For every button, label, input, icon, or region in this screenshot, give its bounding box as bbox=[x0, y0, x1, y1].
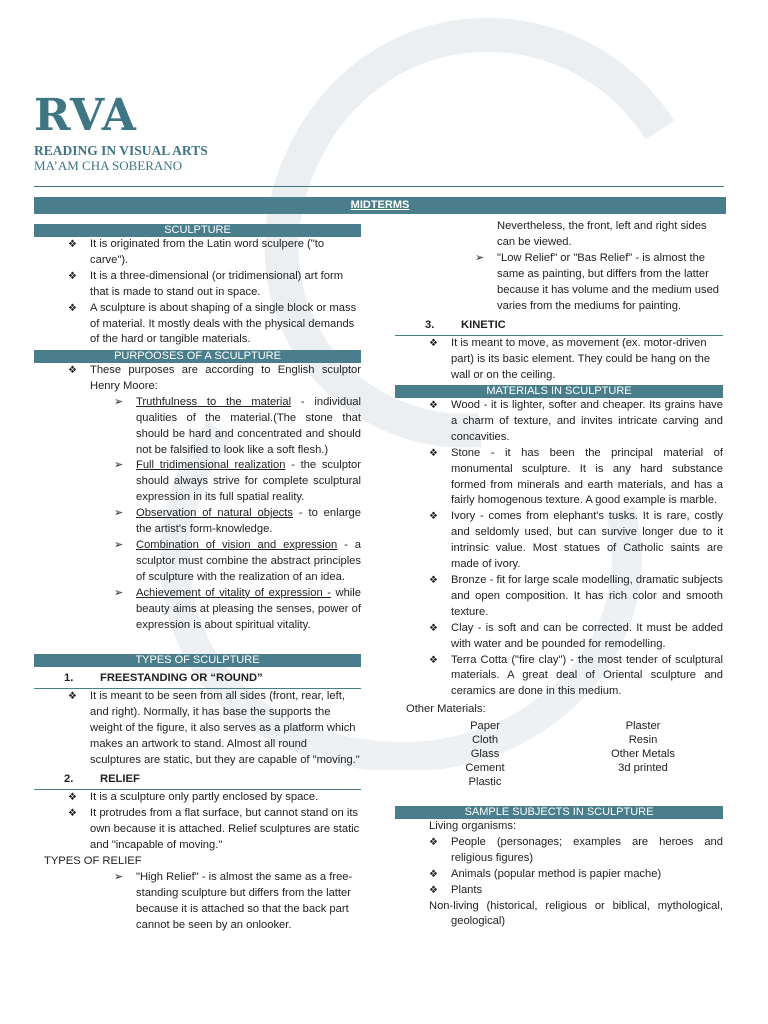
other-materials-label: Other Materials: bbox=[406, 703, 486, 716]
purposes-heading: PURPOOSES OF A SCULPTURE bbox=[34, 350, 361, 363]
purpose-item: ➢ Full tridimensional realization - the sculptor should always strive for complete sculptural expression in its full spatial reality. bbox=[114, 459, 362, 504]
list-item: ❖ Clay - is soft and can be corrected. It must be added with water and be pounded for remodelling. bbox=[429, 621, 723, 650]
subjects-heading: SAMPLE SUBJECTS IN SCULPTURE bbox=[395, 806, 723, 819]
list-item: ❖ These purposes are according to English sculptor Henry Moore: bbox=[68, 364, 361, 392]
purpose-item: ➢ Combination of vision and expression - a sculptor must combine the abstract principles of sculpture with the realization of an idea. bbox=[114, 538, 361, 583]
purpose-item: ➢ Achievement of vitality of expression - while beauty aims at pleasing the senses, power of expression is about spiritual vitality. bbox=[114, 586, 361, 631]
diamond-bullet-icon: ❖ bbox=[68, 302, 77, 314]
diamond-bullet-icon: ❖ bbox=[429, 622, 438, 634]
diamond-bullet-icon: ❖ bbox=[429, 868, 438, 880]
diamond-bullet-icon: ❖ bbox=[429, 511, 438, 523]
living-label: Living organisms: bbox=[429, 820, 517, 832]
types-of-relief-label: TYPES OF RELIEF bbox=[44, 854, 142, 867]
arrow-bullet-icon: ➢ bbox=[114, 507, 124, 520]
list-item: ❖ Stone - it has been the principal material of monumental sculpture. It is any hard substance formed from minerals and earth materials, and has a fairly homogenous texture. A good example is marble. bbox=[429, 446, 723, 507]
material-item: Plastic bbox=[468, 776, 502, 788]
material-item: Resin bbox=[628, 734, 658, 746]
list-item: ❖ Terra Cotta ("fire clay") - the most tender of sculptural materials. A great deal of Oriental sculpture and ceramics are done in this medium. bbox=[429, 653, 723, 698]
types-heading: TYPES OF SCULPTURE bbox=[34, 654, 361, 667]
list-item: ❖ It is originated from the Latin word sculpere ("to carve"). bbox=[68, 238, 325, 266]
header-divider bbox=[34, 186, 724, 187]
material-item: Cement bbox=[465, 762, 505, 774]
list-item: ❖ People (personages; examples are heroes and religious figures) bbox=[429, 835, 723, 864]
list-item: ❖ It protrudes from a flat surface, but cannot stand on its own because it is attached. Relief sculptures are static and "incapable of moving." bbox=[68, 807, 360, 852]
arrow-bullet-icon: ➢ bbox=[114, 870, 124, 883]
subjects-section bbox=[395, 819, 723, 930]
arrow-bullet-icon: ➢ bbox=[114, 586, 124, 599]
purpose-item: ➢ Observation of natural objects - to enlarge the artist's form-knowledge. bbox=[114, 507, 361, 536]
diamond-bullet-icon: ❖ bbox=[429, 884, 438, 896]
relief-item: ➢ "Low Relief" or "Bas Relief" - is almost the same as painting, but differs from the latter because it has volume and the medium used varies from the mediums for painting. bbox=[475, 251, 720, 312]
diamond-bullet-icon: ❖ bbox=[429, 338, 438, 350]
arrow-bullet-icon: ➢ bbox=[114, 395, 124, 408]
diamond-bullet-icon: ❖ bbox=[68, 808, 77, 820]
diamond-bullet-icon: ❖ bbox=[429, 400, 438, 411]
logo: RVA bbox=[34, 90, 137, 141]
diamond-bullet-icon: ❖ bbox=[429, 574, 438, 586]
arrow-bullet-icon: ➢ bbox=[114, 459, 124, 472]
types-section bbox=[34, 671, 361, 934]
diamond-bullet-icon: ❖ bbox=[429, 836, 438, 848]
material-item: Plaster bbox=[625, 720, 661, 732]
diamond-bullet-icon: ❖ bbox=[429, 447, 438, 459]
list-item: ❖ A sculpture is about shaping of a single block or mass of material. It mostly deals with the physical demands of the hard or tangible materials. bbox=[68, 301, 357, 346]
material-item: Cloth bbox=[471, 734, 499, 746]
type-relief-heading: 2. RELIEF bbox=[34, 772, 361, 790]
purposes-section bbox=[34, 363, 361, 633]
other-materials-grid bbox=[395, 719, 723, 791]
list-item: ❖ It is meant to move, as movement (ex. motor-driven part) is its basic element. They could be hang on the wall or on the ceiling. bbox=[429, 337, 711, 382]
list-item: ❖ Plants bbox=[395, 883, 723, 899]
list-item: ❖ It is a sculpture only partly enclosed by space. bbox=[34, 790, 361, 806]
purpose-item: ➢ Truthfulness to the material - individual qualities of the material.(The stone that should be hard and concentrated and should not be falsified to look like a soft flesh.) bbox=[114, 395, 362, 456]
diamond-bullet-icon: ❖ bbox=[68, 792, 77, 804]
diamond-bullet-icon: ❖ bbox=[68, 690, 77, 702]
list-item: ❖ Animals (popular method is papier mache) bbox=[395, 867, 723, 883]
midterms-banner: MIDTERMS bbox=[34, 197, 726, 214]
course-title: READING IN VISUAL ARTS bbox=[34, 143, 208, 158]
arrow-bullet-icon: ➢ bbox=[114, 538, 124, 551]
material-item: Glass bbox=[470, 748, 500, 760]
list-item: ❖ Wood - it is lighter, softer and cheaper. Its grains have a charm of texture, and invites intricate carving and concavities. bbox=[429, 399, 723, 443]
list-item: ❖ It is meant to be seen from all sides (front, rear, left, and right). Normally, it has base the supports the weight of the figure, it also serves as a platform which makes an artwork to stand. Almost all round sculptures are static, but they are capable of "moving." bbox=[68, 689, 360, 766]
list-item: ❖ Bronze - fit for large scale modelling, dramatic subjects and open composition. It has rich color and smooth texture. bbox=[429, 573, 723, 618]
diamond-bullet-icon: ❖ bbox=[68, 270, 77, 282]
material-item: Other Metals bbox=[610, 748, 676, 760]
material-item: Paper bbox=[470, 720, 500, 732]
type-freestanding-heading: 1. FREESTANDING OR “ROUND” bbox=[34, 671, 361, 689]
list-item: ❖ Ivory - comes from elephant's tusks. It is rare, costly and seldomly used, but can survive longer due to it intrinsic value. Most statues of Catholic saints are made of ivory. bbox=[429, 510, 723, 571]
diamond-bullet-icon: ❖ bbox=[68, 365, 77, 376]
diamond-bullet-icon: ❖ bbox=[429, 654, 438, 666]
materials-section bbox=[395, 398, 723, 718]
list-item: ❖ It is a three-dimensional (or tridimensional) art form that is made to stand out in space. bbox=[68, 269, 344, 298]
sculpture-heading: SCULPTURE bbox=[34, 224, 361, 237]
diamond-bullet-icon: ❖ bbox=[68, 239, 77, 250]
high-relief-continued: Nevertheless, the front, left and right sides can be viewed. bbox=[497, 220, 707, 248]
relief-continued-section bbox=[395, 219, 723, 384]
material-item: 3d printed bbox=[618, 762, 668, 774]
nonliving-text: Non-living (historical, religious or biblical, mythological, geological) bbox=[429, 899, 723, 928]
sculpture-section bbox=[34, 237, 361, 348]
relief-item: ➢ "High Relief" - is almost the same as a free-standing sculpture but differs from the latter because it is attached so that the back part cannot be seen by an onlooker. bbox=[114, 870, 353, 931]
materials-heading: MATERIALS IN SCULPTURE bbox=[395, 385, 723, 398]
arrow-bullet-icon: ➢ bbox=[475, 251, 485, 264]
teacher-name: MA’AM CHA SOBERANO bbox=[34, 158, 183, 173]
type-kinetic-heading: 3. KINETIC bbox=[395, 318, 723, 336]
